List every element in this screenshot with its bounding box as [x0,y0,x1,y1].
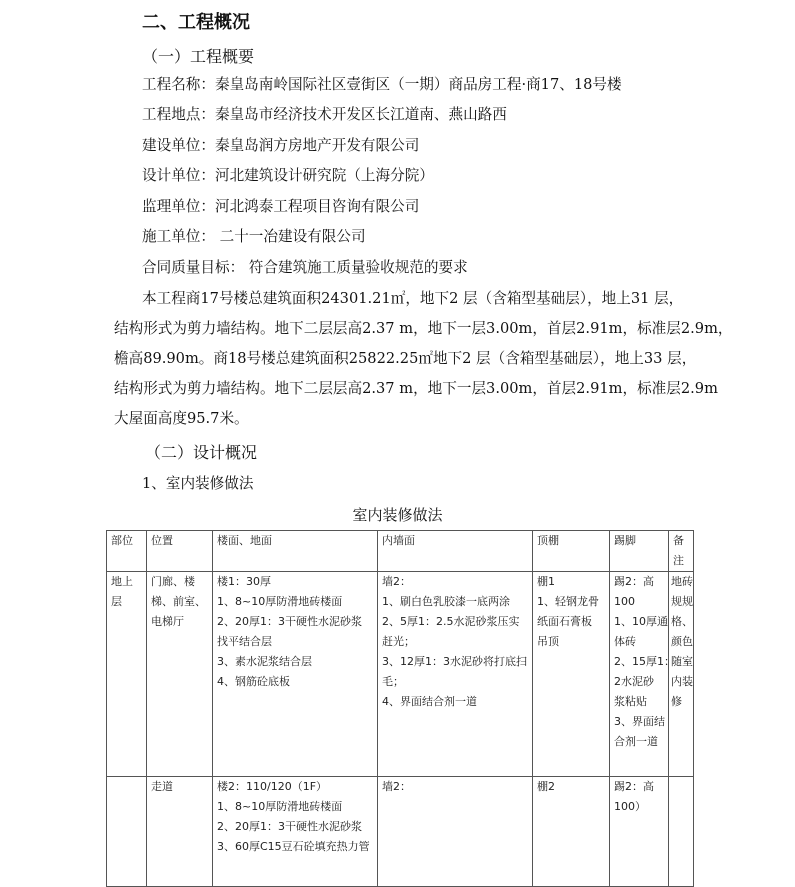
cell-text: 1、8~10厚防滑地砖楼面 [217,595,343,608]
cell-text: 规规 [671,595,693,608]
cell-text: 体砖 [614,635,636,648]
cell-text: 墙2： [382,575,411,588]
cell-text: 2、20厚1：3干硬性水泥砂浆 [217,820,362,833]
cell-text: 踢2：高 [614,575,654,588]
cell-text: 棚2 [537,780,555,793]
cell-text: 浆粘贴 [614,695,647,708]
cell-text: 纸面石膏板 [537,615,592,628]
interior-finish-table [106,530,694,887]
info-quality-target: 合同质量目标： 符合建筑施工质量验收规范的要求 [142,259,468,276]
info-designer: 设计单位：河北建筑设计研究院（上海分院） [142,167,434,184]
header-skirting: 踢脚 [610,531,669,572]
table-row [107,572,694,777]
cell-text: 2、20厚1：3干硬性水泥砂浆 [217,615,362,628]
cell-text: 3、60厚C15豆石砼填充热力管 [217,840,370,853]
paragraph-line-1: 本工程商17号楼总建筑面积24301.21㎡，地下2 层（含箱型基础层），地上31 层， [142,290,684,307]
cell-text: 颜色 [671,635,693,648]
cell-text: 4、界面结合剂一道 [382,695,477,708]
cell-text: 3、12厚1：3水泥砂将打底扫 [382,655,527,668]
cell-text: 梯、前室、 [151,595,206,608]
cell-text: 地砖 [671,575,693,588]
cell-text: 内装 [671,675,693,688]
cell-ceiling [533,572,610,777]
cell-text: 赶光； [382,635,415,648]
cell-text: 电梯厅 [151,615,184,628]
cell-text: 随室 [671,655,693,668]
cell-text: 毛； [382,675,404,688]
cell-text: 1、10厚通 [614,615,668,628]
info-project-name: 工程名称：秦皇岛南岭国际社区壹街区（一期）商品房工程·商17、18号楼 [142,76,622,93]
header-part: 部位 [107,531,147,572]
subsection-title-overview: （一）工程概要 [142,47,255,66]
table-caption: 室内装修做法 [352,506,443,524]
paragraph-line-2: 结构形式为剪力墙结构。地下二层层高2.37 m，地下一层3.00m，首层2.91m，标准层2.9m， [114,320,733,337]
info-owner: 建设单位：秦皇岛润方房地产开发有限公司 [142,137,420,154]
cell-text: 楼2：110/120（1F） [217,780,328,793]
table-row [107,777,694,887]
cell-text: 2、5厚1：2.5水泥砂浆压实 [382,615,520,628]
cell-text: 踢2：高 [614,780,654,793]
cell-part [107,572,147,777]
cell-note [669,572,694,777]
info-contractor: 施工单位： 二十一冶建设有限公司 [142,228,366,245]
cell-location [147,777,213,887]
cell-wall [378,777,533,887]
paragraph-line-5: 大屋面高度95.7米。 [114,410,249,427]
paragraph-line-3: 檐高89.90m。商18号楼总建筑面积25822.25㎡地下2 层（含箱型基础层），地上33 层， [114,350,697,367]
cell-text: 3、素水泥浆结合层 [217,655,312,668]
item-title-interior: 1、室内装修做法 [142,475,254,492]
cell-text: 走道 [151,780,173,793]
cell-text: 楼1：30厚 [217,575,271,588]
cell-location [147,572,213,777]
section-title: 二、工程概况 [142,12,250,33]
cell-text: 1、8~10厚防滑地砖楼面 [217,800,343,813]
cell-skirting [610,777,669,887]
cell-text: 棚1 [537,575,555,588]
cell-text: 1、刷白色乳胶漆一底两涂 [382,595,510,608]
paragraph-line-4: 结构形式为剪力墙结构。地下二层层高2.37 m，地下一层3.00m，首层2.91m，标准层2.9m [114,380,718,397]
cell-text: 100） [614,800,646,813]
cell-wall [378,572,533,777]
header-note: 备注 [669,531,694,572]
cell-ceiling [533,777,610,887]
cell-text: 1、轻钢龙骨 [537,595,599,608]
cell-floor [213,572,378,777]
cell-text: 修 [671,695,682,708]
cell-text: 2、15厚1： [614,655,675,668]
cell-skirting [610,572,675,777]
cell-text: 合剂一道 [614,735,658,748]
info-project-location: 工程地点：秦皇岛市经济技术开发区长江道南、燕山路西 [142,106,507,123]
cell-text: 墙2： [382,780,411,793]
cell-text: 地上 [111,575,133,588]
cell-text: 门廊、楼 [151,575,195,588]
subsection-title-design: （二）设计概况 [145,443,258,462]
info-supervisor: 监理单位：河北鸿泰工程项目咨询有限公司 [142,198,420,215]
cell-floor [213,777,378,887]
cell-note [669,777,694,887]
cell-part [107,777,147,887]
header-ceiling: 顶棚 [533,531,610,572]
header-floor: 楼面、地面 [213,531,378,572]
header-wall: 内墙面 [378,531,533,572]
cell-text: 找平结合层 [217,635,272,648]
cell-text: 100 [614,595,635,608]
cell-text: 层 [111,595,122,608]
cell-text: 2水泥砂 [614,675,654,688]
cell-text: 3、界面结 [614,715,665,728]
header-location: 位置 [147,531,213,572]
table-header-row [107,531,694,572]
cell-text: 4、钢筋砼底板 [217,675,290,688]
cell-text: 吊顶 [537,635,559,648]
cell-text: 格、 [671,615,693,628]
